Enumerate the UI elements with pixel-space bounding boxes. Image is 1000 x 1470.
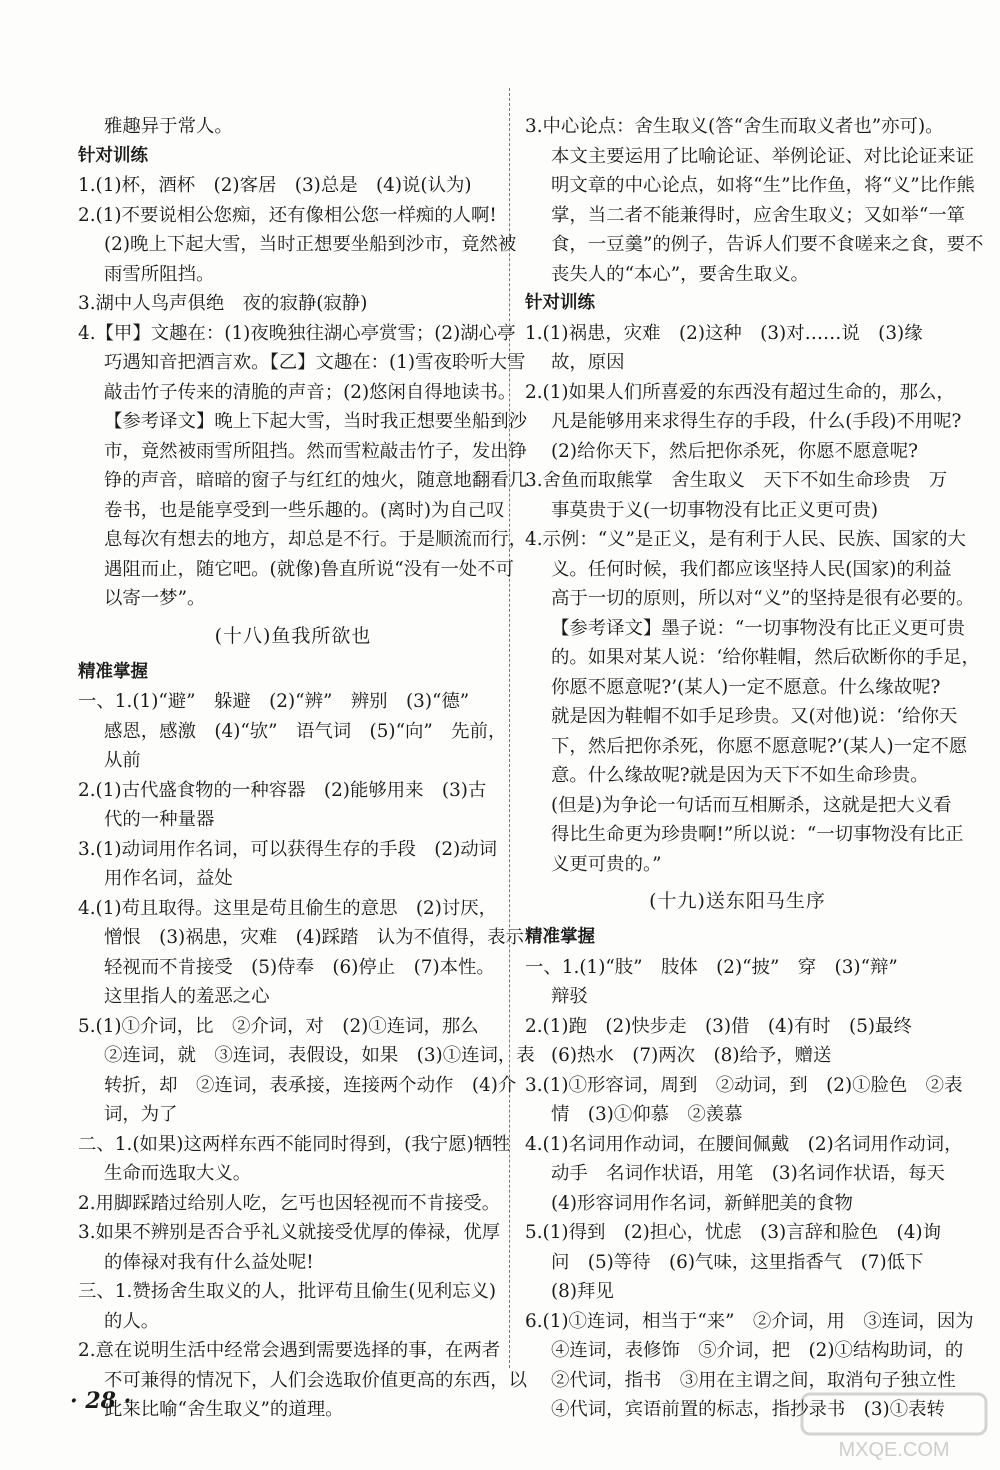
lesson-title: (十八)鱼我所欲也	[214, 624, 372, 647]
text-line: 敲击竹子传来的清脆的声音；(2)悠闲自得地读书。	[104, 381, 517, 403]
text-line: 以寄一梦”。	[104, 588, 206, 609]
text-line: 的。如果对某人说：‘给你鞋帽，然后砍断你的手足，	[551, 647, 980, 668]
text-line: 2.(1)不要说相公您痴，还有像相公您一样痴的人啊!	[78, 204, 497, 226]
text-line: 巧遇知音把酒言欢。【乙】文趣在：(1)雪夜聆听大雪	[104, 352, 526, 373]
section-heading: 精准掌握	[78, 661, 148, 682]
column-divider	[509, 88, 510, 1368]
text-line: (2)晚上下起大雪，当时正想要坐船到沙市，竟然被	[104, 234, 517, 255]
text-line: 市，竟然被雨雪所阻挡。然而雪粒敲击竹子，发出铮	[104, 440, 527, 462]
text-line: 故，原因	[551, 352, 625, 373]
text-line: 的俸禄对我有什么益处呢!	[104, 1251, 314, 1273]
text-line: 代的一种量器	[104, 809, 215, 830]
page-number: · 28 ·	[70, 1388, 132, 1414]
text-line: 情 (3)①仰慕 ②羡慕	[551, 1104, 743, 1125]
text-line: 这里指人的羞恶之心	[104, 986, 270, 1007]
text-line: ②连词，就 ③连词，表假设，如果 (3)①连词，表	[104, 1045, 535, 1066]
text-line: 明文章的中心论点，如将“生”比作鱼，将“义”比作熊	[551, 175, 975, 196]
text-line: 3.舍鱼而取熊掌 舍生取义 天下不如生命珍贵 万	[525, 470, 948, 491]
text-line: 4.(1)苟且取得。这里是苟且偷生的意思 (2)讨厌，	[78, 897, 498, 919]
text-line: 遇阻而止，随它吧。(就像)鲁直所说“没有一处不可	[104, 558, 514, 580]
text-line: 就是因为鞋帽不如手足珍贵。又(对他)说：‘给你天	[551, 706, 958, 727]
text-line: 转折，却 ②连词，表承接，连接两个动作 (4)介	[104, 1074, 517, 1096]
text-line: 丧失人的“本心”，要舍生取义。	[551, 263, 809, 285]
text-line: (6)热水 (7)两次 (8)给予，赠送	[551, 1045, 832, 1066]
section-heading: 针对训练	[78, 145, 148, 166]
text-line: 3.中心论点：舍生取义(答“舍生而取义者也”亦可)。	[525, 116, 944, 137]
text-line: 三、1.赞扬舍生取义的人，批评苟且偷生(见利忘义)	[78, 1281, 497, 1302]
text-line: 2.(1)古代盛食物的一种容器 (2)能够用来 (3)古	[78, 779, 487, 801]
right-column	[525, 112, 984, 1425]
text-line: 2.意在说明生活中经常会遇到需要选择的事，在两者	[78, 1340, 501, 1361]
text-line: 【参考译文】晚上下起大雪，当时我正想要坐船到沙	[104, 411, 527, 432]
text-line: 3.湖中人鸟声俱绝 夜的寂静(寂静)	[78, 293, 368, 314]
text-line: 一、1.(1)“避” 躲避 (2)“辨” 辨别 (3)“德”	[78, 691, 470, 712]
text-line: 6.(1)①连词，相当于“来” ②介词，用 ③连词，因为	[525, 1310, 974, 1332]
text-line: 动手 名词作状语，用笔 (3)名词作状语，每天	[551, 1163, 945, 1184]
text-line: 憎恨 (3)祸患，灾难 (4)踩踏 认为不值得，表示	[104, 927, 524, 948]
text-line: ④连词，表修饰 ⑤介词，把 (2)①结构助词，的	[551, 1340, 964, 1361]
text-line: (2)给你天下，然后把你杀死，你愿不愿意呢?	[551, 440, 918, 462]
section-heading: 针对训练	[525, 293, 595, 313]
text-line: 卷书，也是能享受到一些乐趣的。(离时)为自己叹	[104, 499, 505, 521]
left-column	[78, 112, 535, 1425]
text-line: ②代词，指书 ③用在主谓之间，取消句子独立性	[551, 1369, 956, 1391]
text-line: 的人。	[104, 1310, 160, 1332]
text-line: 雅趣异于常人。	[104, 116, 233, 137]
lesson-title: (十九)送东阳马生序	[649, 890, 826, 912]
text-line: 你愿不愿意呢?’(某人)一定不愿意。什么缘故呢?	[551, 676, 941, 698]
text-line: (但是)为争论一句话而互相厮杀，这就是把大义看	[551, 794, 952, 816]
text-line: 辩驳	[551, 986, 588, 1007]
text-line: 息每次有想去的地方，却总是不行。于是顺流而行，	[104, 529, 527, 550]
text-line: ④代词，宾语前置的标志，指抄录书 (3)①表转	[551, 1399, 945, 1420]
text-line: 3.(1)①形容词，周到 ②动词，到 (2)①脸色 ②表	[525, 1074, 963, 1096]
text-line: 5.(1)①介词，比 ②介词，对 (2)①连词，那么	[78, 1015, 479, 1037]
text-line: 下，然后把你杀死，你愿不愿意呢?’(某人)一定不愿	[551, 735, 968, 757]
text-line: 轻视而不肯接受 (5)侍奉 (6)停止 (7)本性。	[104, 956, 495, 978]
text-line: 1.(1)杯，酒杯 (2)客居 (3)总是 (4)说(认为)	[78, 175, 472, 196]
text-line: 词，为了	[104, 1104, 178, 1125]
text-line: (8)拜见	[551, 1281, 614, 1302]
text-line: 此来比喻“舍生取义”的道理。	[104, 1399, 344, 1420]
text-line: 4.【甲】文趣在：(1)夜晚独往湖心亭赏雪；(2)湖心亭	[78, 322, 516, 344]
text-line: 食，一豆羹”的例子，告诉人们要不食嗟来之食，要不	[551, 234, 984, 255]
text-line: 2.(1)如果人们所喜爱的东西没有超过生命的，那么，	[525, 381, 955, 403]
text-line: 5.(1)得到 (2)担心，忧虑 (3)言辞和脸色 (4)询	[525, 1222, 941, 1243]
text-line: 生命而选取大义。	[104, 1163, 252, 1184]
watermark-logo	[800, 1392, 988, 1462]
text-line: 问 (5)等待 (6)气味，这里指香气 (7)低下	[551, 1251, 924, 1273]
text-line: 不可兼得的情况下，人们会选取价值更高的东西，以	[104, 1369, 527, 1391]
text-line: 1.(1)祸患，灾难 (2)这种 (3)对……说 (3)缘	[525, 322, 923, 344]
text-line: 义。任何时候，我们都应该坚持人民(国家)的利益	[551, 558, 952, 580]
text-line: 3.(1)动词用作名词，可以获得生存的手段 (2)动词	[78, 838, 498, 860]
text-line: 高于一切的原则，所以对“义”的坚持是很有必要的。	[551, 588, 975, 609]
text-line: 凡是能够用来求得生存的手段，什么(手段)不用呢?	[551, 411, 962, 432]
text-line: 3.如果不辨别是否合乎礼义就接受优厚的俸禄，优厚	[78, 1222, 501, 1243]
text-line: 义更可贵的。”	[551, 853, 662, 875]
text-line: 二、1.(如果)这两样东西不能同时得到，(我宁愿)牺牲	[78, 1133, 511, 1155]
text-line: 一、1.(1)“肢” 肢体 (2)“披” 穿 (3)“辩”	[525, 956, 898, 978]
text-line: 感恩，感激 (4)“欤” 语气词 (5)“向” 先前，	[104, 720, 507, 742]
text-line: 掌，当二者不能兼得时，应舍生取义；又如举“一箪	[551, 204, 965, 226]
text-line: 用作名词，益处	[104, 868, 233, 889]
text-line: 4.(1)名词用作动词，在腰间佩戴 (2)名词用作动词，	[525, 1133, 963, 1155]
text-line: 意。什么缘故呢?就是因为天下不如生命珍贵。	[551, 765, 929, 786]
watermark-text: MXQE.COM	[838, 1439, 950, 1461]
text-line: 雨雪所阻挡。	[104, 263, 215, 285]
text-line: 本文主要运用了比喻论证、举例论证、对比论证来证	[551, 145, 974, 167]
text-line: 4.示例：“义”是正义，是有利于人民、民族、国家的大	[525, 529, 966, 550]
section-heading: 精准掌握	[525, 927, 595, 947]
text-line: 得比生命更为珍贵啊!”所以说：“一切事物没有比正	[551, 824, 964, 845]
watermark-frame	[802, 1394, 986, 1434]
text-line: 【参考译文】墨子说：“一切事物没有比正义更可贵	[551, 617, 965, 639]
text-line: 铮的声音，暗暗的窗子与红红的烛火，随意地翻看几	[104, 470, 527, 491]
text-line: (4)形容词用作名词，新鲜肥美的食物	[551, 1192, 853, 1214]
text-line: 2.用脚踩踏过给别人吃，乞丐也因轻视而不肯接受。	[78, 1192, 501, 1214]
text-line: 从前	[104, 750, 141, 771]
text-line: 事莫贵于义(一切事物没有比正义更可贵)	[551, 499, 878, 521]
text-line: 2.(1)跑 (2)快步走 (3)借 (4)有时 (5)最终	[525, 1015, 912, 1037]
